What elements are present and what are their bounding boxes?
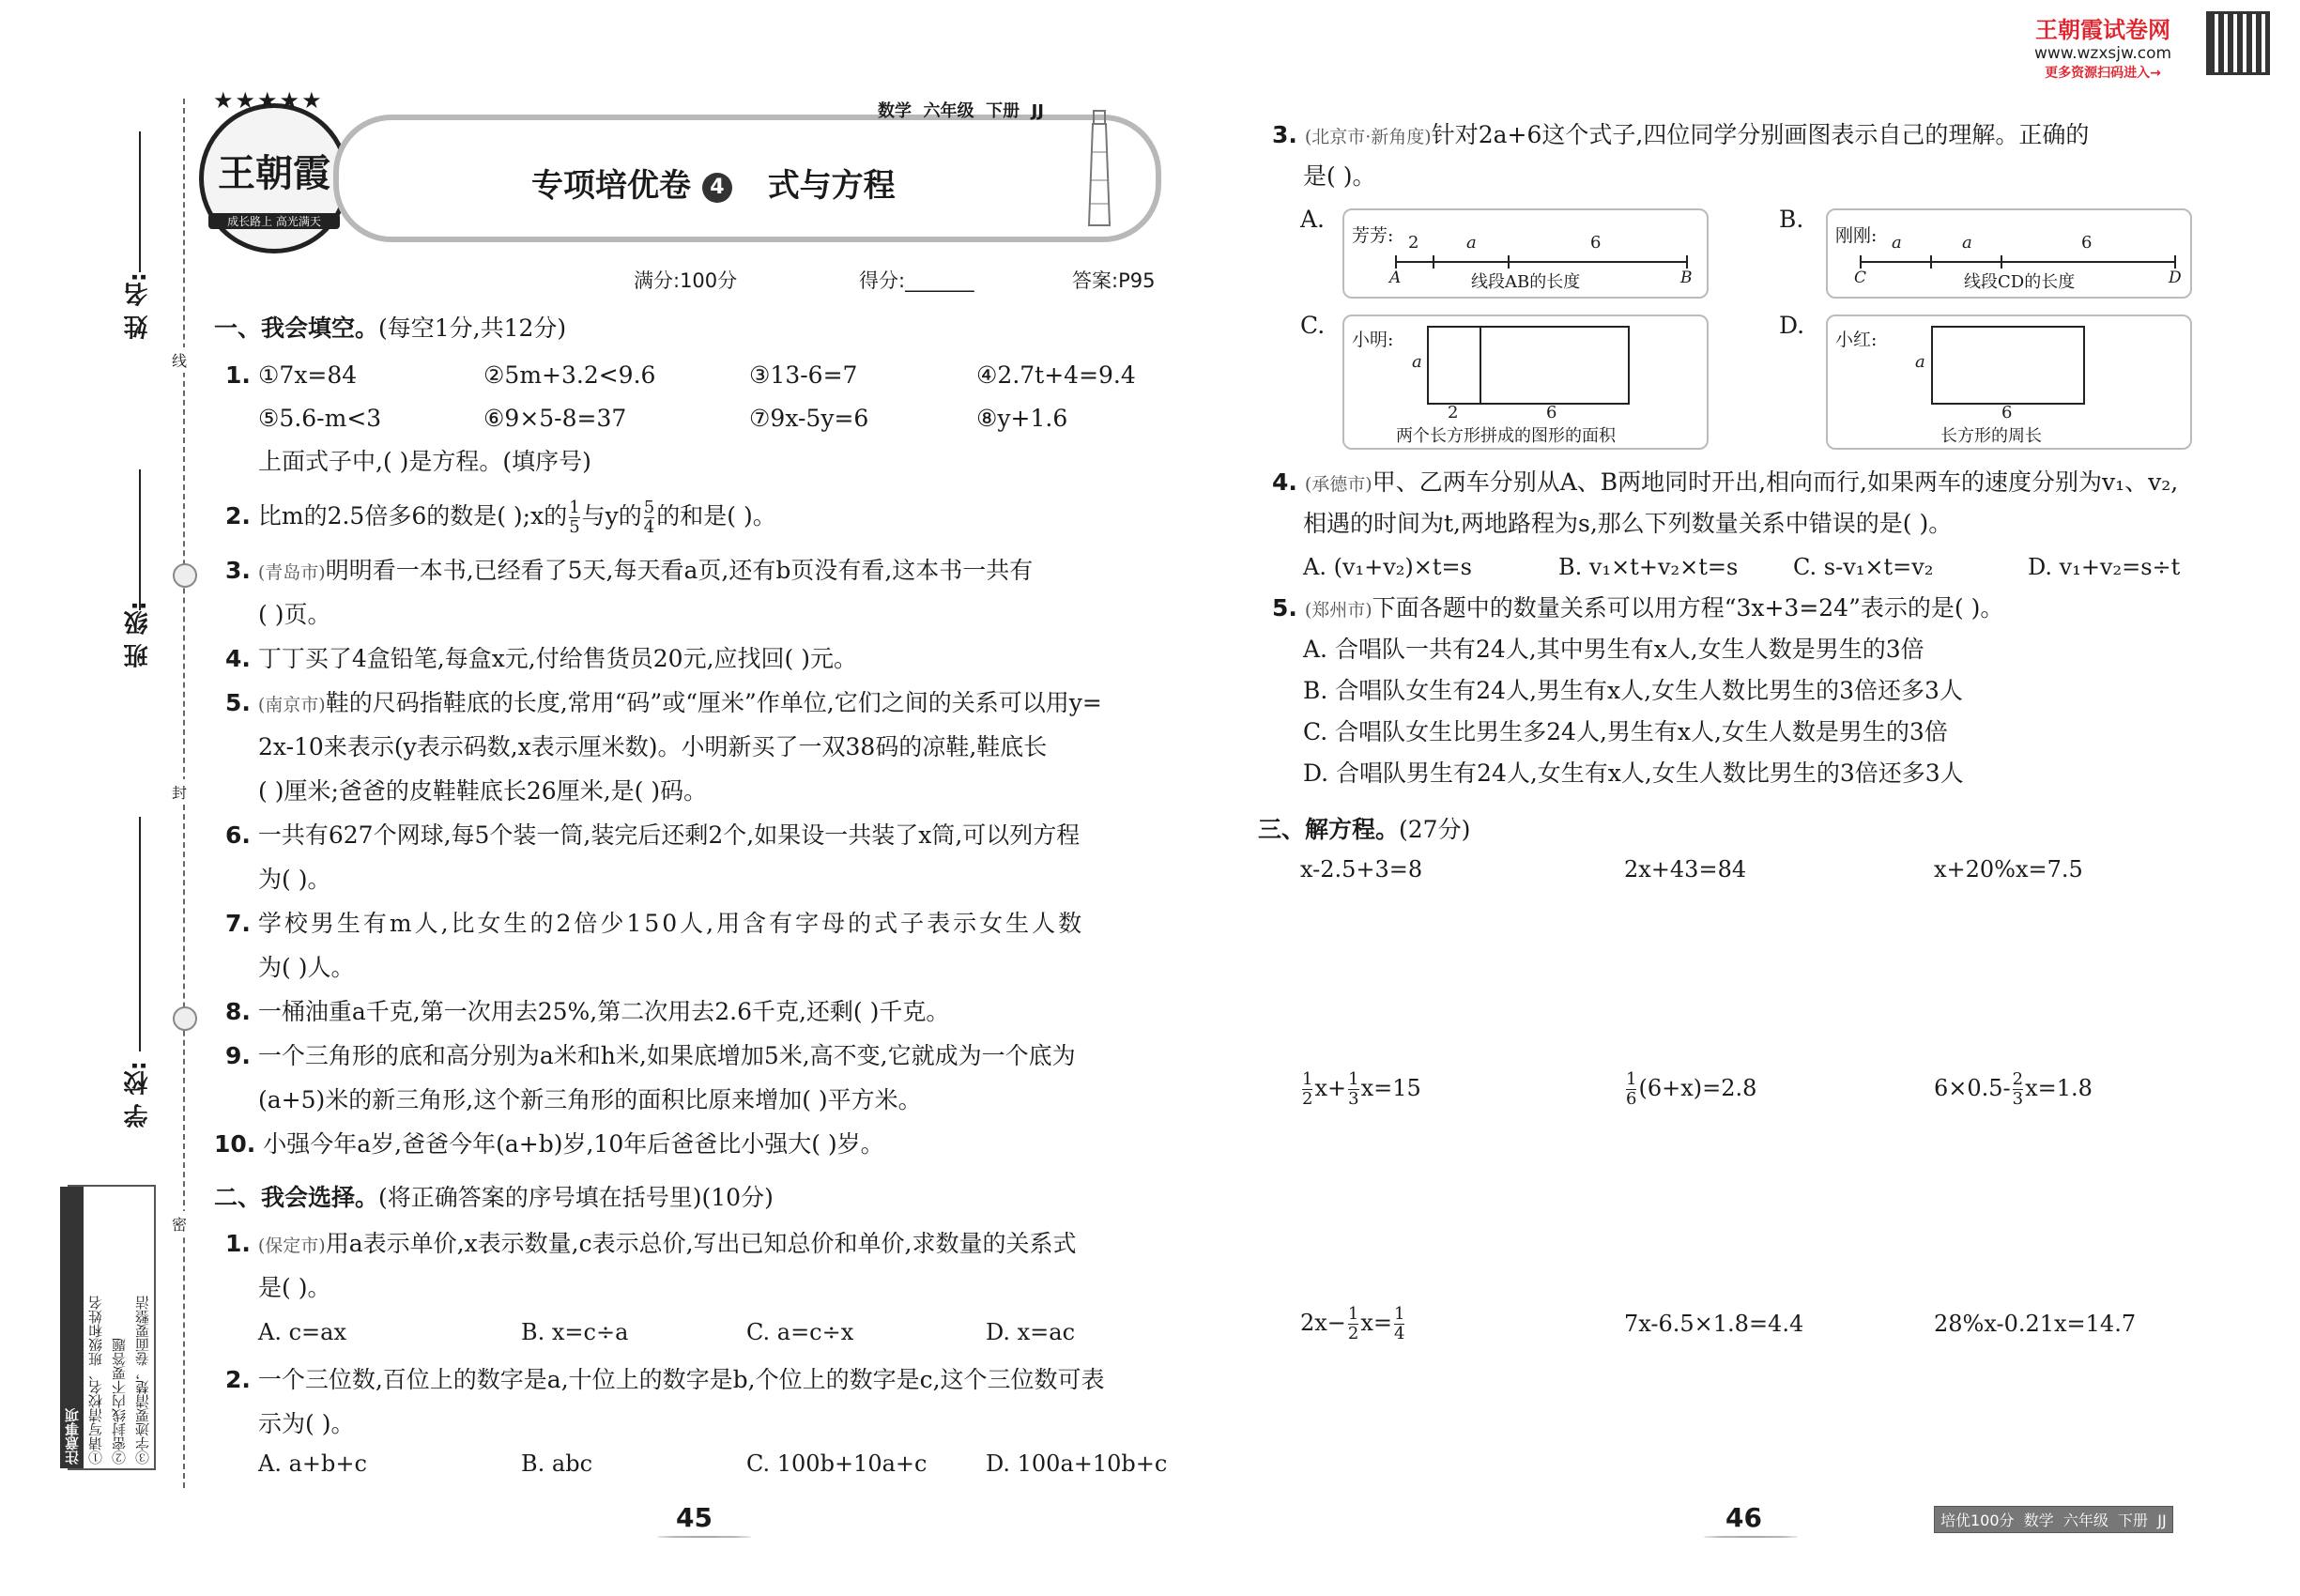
- watermark-url: www.wzxsjw.com: [2033, 44, 2172, 63]
- c5-option-b[interactable]: B. 合唱队女生有24人,男生有x人,女生人数比男生的3倍还多3人: [1303, 677, 1963, 704]
- q6-text: 一共有627个网球,每5个装一筒,装完后还剩2个,如果设一共装了x筒,可以列方程: [257, 821, 1081, 849]
- c5-city: (郑州市): [1304, 600, 1372, 621]
- figD-option[interactable]: D.: [1779, 312, 1805, 339]
- school-line[interactable]: [139, 817, 141, 1051]
- seal-mark-1: 线: [172, 347, 187, 373]
- eq-5: $\frac{1}{6}$ (6+x)=2.8: [1626, 1069, 1757, 1109]
- c4-option-d[interactable]: D. v₁+v₂=s÷t: [2028, 554, 2181, 580]
- figB-right: D: [2169, 269, 2182, 287]
- q4[interactable]: 4. 丁丁买了4盒铅笔,每盒x元,付给售货员20元,应找回( )元。: [225, 645, 857, 672]
- c1-option-a[interactable]: A. c=ax: [258, 1319, 346, 1345]
- school-label: 学 校:: [124, 1061, 152, 1128]
- eq-2: 2x+43=84: [1624, 856, 1747, 882]
- c1-option-c[interactable]: C. a=c÷x: [746, 1319, 854, 1345]
- figC-caption: 两个长方形拼成的图形的面积: [1396, 426, 1616, 446]
- c3-line2[interactable]: 是( )。: [1303, 162, 1376, 190]
- q1-item-4: ④2.7t+4=9.4: [976, 361, 1136, 389]
- figure-c[interactable]: [1342, 315, 1709, 450]
- figA-caption: 线段AB的长度: [1471, 272, 1581, 292]
- q7-text: 学校男生有m人,比女生的2倍少150人,用含有字母的式子表示女生人数: [257, 910, 1085, 937]
- notice-3: ③字迹要清楚，卷面要整洁: [134, 1296, 151, 1465]
- logo-text: 王朝霞: [218, 151, 330, 195]
- figD-caption: 长方形的周长: [1940, 426, 2042, 446]
- q2-part-c: 的和是( )。: [656, 502, 776, 529]
- eq-6-b: x=1.8: [2025, 1075, 2093, 1101]
- c3-line1: 3. (北京市·新角度)针对2a+6这个式子,四位同学分别画图表示自己的理解。正确的: [1272, 121, 2090, 148]
- c1-line1: 1. (保定市)用a表示单价,x表示数量,c表示总价,写出已知总价和单价,求数量的关系式: [225, 1230, 1077, 1257]
- figC-n1: 2: [1448, 403, 1459, 422]
- eq-6: 6×0.5- $\frac{2}{3}$ x=1.8: [1934, 1069, 2093, 1109]
- c1-option-d[interactable]: D. x=ac: [986, 1319, 1076, 1345]
- c1-line2[interactable]: 是( )。: [258, 1274, 331, 1301]
- q1-item-2: ②5m+3.2<9.6: [483, 361, 656, 389]
- q6-line2[interactable]: 为( )。: [258, 866, 331, 893]
- c4-city: (承德市): [1304, 474, 1372, 495]
- figA-n1: 2: [1408, 233, 1419, 253]
- watermark-tip: 更多资源扫码进入→: [2045, 66, 2161, 81]
- notice-1: ①请写清校名、班级和姓名: [87, 1296, 104, 1465]
- c1-option-b[interactable]: B. x=c÷a: [521, 1319, 629, 1345]
- q6-line1: 6. 一共有627个网球,每5个装一筒,装完后还剩2个,如果设一共装了x筒,可以列方程: [225, 821, 1081, 849]
- seal-mark-2: 封: [172, 779, 187, 805]
- c4-text: 甲、乙两车分别从A、B两地同时开出,相向而行,如果两车的速度分别为v₁、v₂,: [1372, 468, 2179, 496]
- q2-part-a: 比m的2.5倍多6的数是( );x的: [257, 502, 568, 529]
- section1-note: (每空1分,共12分): [378, 315, 567, 342]
- figB-n1: a: [1892, 233, 1902, 253]
- c2-option-d[interactable]: D. 100a+10b+c: [986, 1450, 1168, 1477]
- c3-city: (北京市·新角度): [1304, 127, 1432, 147]
- figB-n3: 6: [2081, 233, 2093, 253]
- section2-note: (将正确答案的序号填在括号里)(10分): [378, 1184, 774, 1211]
- q1-item-5: ⑤5.6-m<3: [258, 405, 382, 432]
- q9-line2[interactable]: (a+5)米的新三角形,这个新三角形的面积比原来增加( )平方米。: [258, 1086, 922, 1113]
- figA-n2: a: [1466, 233, 1477, 253]
- q7-line2[interactable]: 为( )人。: [258, 954, 355, 981]
- figB-caption: 线段CD的长度: [1964, 272, 2076, 292]
- q1-item-7: ⑦9x-5y=6: [749, 405, 869, 432]
- class-line[interactable]: [139, 469, 141, 610]
- figD-side: a: [1915, 352, 1925, 372]
- section1-heading: [214, 308, 566, 349]
- section2-title: 二、我会选择。: [214, 1184, 379, 1211]
- c4-line2[interactable]: 相遇的时间为t,两地路程为s,那么下列数量关系中错误的是( )。: [1303, 510, 1953, 537]
- figC-option[interactable]: C.: [1300, 312, 1326, 339]
- title-number-badge: 4: [702, 173, 732, 203]
- q1-item-6: ⑥9×5-8=37: [483, 405, 627, 432]
- c4-option-b[interactable]: B. v₁×t+v₂×t=s: [1558, 554, 1739, 580]
- figD-rect: [1931, 326, 2085, 405]
- eq-3: x+20%x=7.5: [1934, 856, 2083, 882]
- page-ornament-left: [657, 1536, 751, 1538]
- watermark: [2009, 11, 2197, 82]
- q1-item-3: ③13-6=7: [749, 361, 858, 389]
- q5-line2: 2x-10来表示(y表示码数,x表示厘米数)。小明新买了一双38码的凉鞋,鞋底长: [258, 733, 1048, 760]
- title-prefix: 专项培优卷: [531, 167, 691, 205]
- notice-2: ②密封线内不要答题: [111, 1338, 128, 1465]
- binding-hole-1: [173, 563, 197, 588]
- eq-8: 7x-6.5×1.8=4.4: [1624, 1311, 1804, 1337]
- c4-option-a[interactable]: A. (v₁+v₂)×t=s: [1303, 554, 1472, 580]
- c4-line1: 4. (承德市)甲、乙两车分别从A、B两地同时开出,相向而行,如果两车的速度分别为v₁、v₂,: [1272, 468, 2179, 496]
- q5-city: (南京市): [257, 695, 326, 715]
- c2-line2[interactable]: 示为( )。: [258, 1410, 355, 1437]
- q2-part-b: 与y的: [581, 502, 642, 529]
- q10[interactable]: 10. 小强今年a岁,爸爸今年(a+b)岁,10年后爸爸比小强大( )岁。: [214, 1130, 884, 1158]
- q5-line1: 5. (南京市)鞋的尺码指鞋底的长度,常用“码”或“厘米”作单位,它们之间的关系可以用y=: [225, 689, 1102, 716]
- figB-option[interactable]: B.: [1779, 206, 1804, 233]
- q4-text: 丁丁买了4盒铅笔,每盒x元,付给售货员20元,应找回( )元。: [257, 645, 857, 672]
- figC-rect-small: [1427, 326, 1481, 405]
- eq-4: $\frac{1}{2}$ x+ $\frac{1}{3}$ x=15: [1302, 1069, 1421, 1109]
- q1-number: 1.: [225, 361, 251, 389]
- name-line[interactable]: [139, 131, 141, 272]
- q5-text: 鞋的尺码指鞋底的长度,常用“码”或“厘米”作单位,它们之间的关系可以用y=: [325, 689, 1102, 716]
- figure-d[interactable]: [1826, 315, 2192, 450]
- q3-text: 明明看一本书,已经看了5天,每天看a页,还有b页没有看,这本书一共有: [325, 557, 1034, 584]
- answer-ref: 答案:P95: [1072, 269, 1156, 292]
- section3-note: (27分): [1399, 816, 1471, 843]
- class-label: 班 级:: [124, 601, 152, 668]
- q1-item-8: ⑧y+1.6: [976, 405, 1068, 432]
- binding-hole-2: [173, 1006, 197, 1031]
- q5-line3[interactable]: ( )厘米;爸爸的皮鞋鞋底长26厘米,是( )码。: [258, 777, 708, 805]
- full-score: 满分:100分: [634, 269, 738, 292]
- page-title: [531, 160, 896, 206]
- c5-line1[interactable]: 5. (郑州市)下面各题中的数量关系可以用方程“3x+3=24”表示的是( )。: [1272, 594, 2004, 622]
- q8[interactable]: 8. 一桶油重a千克,第一次用去25%,第二次用去2.6千克,还剩( )千克。: [225, 998, 950, 1025]
- q3-line1: 3. (青岛市)明明看一本书,已经看了5天,每天看a页,还有b页没有看,这本书一共有: [225, 557, 1034, 584]
- notice-box: [64, 1185, 156, 1470]
- figC-name: 小明:: [1352, 330, 1394, 350]
- figB-name: 刚刚:: [1835, 225, 1878, 246]
- c5-text: 下面各题中的数量关系可以用方程“3x+3=24”表示的是( )。: [1372, 594, 2004, 622]
- c2-option-b[interactable]: B. abc: [521, 1450, 593, 1477]
- section3-heading: [1258, 809, 1470, 851]
- figA-right: B: [1680, 269, 1693, 287]
- q9-line1: 9. 一个三角形的底和高分别为a米和h米,如果底增加5米,高不变,它就成为一个底为: [225, 1042, 1076, 1069]
- fraction-1-5: $\frac{1}{5}$: [569, 498, 580, 537]
- section2-heading: [214, 1177, 774, 1219]
- figB-left: C: [1854, 269, 1867, 287]
- figC-n2: 6: [1546, 403, 1557, 422]
- c5-option-c[interactable]: C. 合唱队女生比男生多24人,男生有x人,女生人数是男生的3倍: [1303, 718, 1948, 745]
- figA-left: A: [1389, 269, 1402, 287]
- q3-city: (青岛市): [257, 562, 326, 583]
- q7-line1: 7. 学校男生有m人,比女生的2倍少150人,用含有字母的式子表示女生人数: [225, 910, 1085, 937]
- c5-option-a[interactable]: A. 合唱队一共有24人,其中男生有x人,女生人数是男生的3倍: [1303, 636, 1924, 663]
- q10-text: 小强今年a岁,爸爸今年(a+b)岁,10年后爸爸比小强大( )岁。: [263, 1130, 884, 1158]
- eq-7: 2x− $\frac{1}{2}$ x= $\frac{1}{4}$: [1300, 1304, 1405, 1343]
- q1-item-1: ①7x=84: [258, 361, 358, 389]
- figB-n2: a: [1962, 233, 1972, 253]
- figA-name: 芳芳:: [1352, 225, 1394, 246]
- q1-tail[interactable]: 上面式子中,( )是方程。(填序号): [258, 448, 591, 475]
- q3-line2[interactable]: ( )页。: [258, 601, 331, 628]
- c2-line1: 2. 一个三位数,百位上的数字是a,十位上的数字是b,个位上的数字是c,这个三位数可表: [225, 1366, 1105, 1393]
- c2-text: 一个三位数,百位上的数字是a,十位上的数字是b,个位上的数字是c,这个三位数可表: [257, 1366, 1105, 1393]
- lighthouse-icon: [1085, 105, 1113, 227]
- section1-title: 一、我会填空。: [214, 315, 379, 342]
- page-number-right: 46: [1725, 1502, 1762, 1533]
- eq-1: x-2.5+3=8: [1300, 856, 1423, 882]
- c3-text: 针对2a+6这个式子,四位同学分别画图表示自己的理解。正确的: [1431, 121, 2090, 148]
- section3-title: 三、解方程。: [1258, 816, 1400, 843]
- qr-code[interactable]: [2206, 11, 2270, 75]
- q2[interactable]: 2. 比m的2.5倍多6的数是( );x的 $\frac{1}{5}$ 与y的 $\frac{5}{4}$ 的和是( )。: [225, 498, 776, 537]
- figC-side: a: [1412, 352, 1422, 372]
- eq-9: 28%x-0.21x=14.7: [1934, 1311, 2137, 1337]
- q8-text: 一桶油重a千克,第一次用去25%,第二次用去2.6千克,还剩( )千克。: [257, 998, 950, 1025]
- figD-n1: 6: [2001, 403, 2013, 422]
- figure-b[interactable]: [1826, 208, 2192, 299]
- c2-option-c[interactable]: C. 100b+10a+c: [746, 1450, 928, 1477]
- figA-option[interactable]: A.: [1300, 206, 1326, 233]
- title-main: 式与方程: [767, 167, 896, 205]
- page-number-left: 45: [676, 1502, 713, 1533]
- logo-slogan: 成长路上 高光满天: [208, 213, 340, 229]
- logo: [199, 87, 349, 253]
- q9-text: 一个三角形的底和高分别为a米和h米,如果底增加5米,高不变,它就成为一个底为: [257, 1042, 1076, 1069]
- eq-5-text: (6+x)=2.8: [1638, 1075, 1757, 1101]
- eq-6-a: 6×0.5-: [1934, 1075, 2011, 1101]
- score-field[interactable]: 得分:_______: [859, 269, 974, 292]
- c4-option-c[interactable]: C. s-v₁×t=v₂: [1793, 554, 1934, 580]
- seal-mark-3: 密: [172, 1211, 187, 1236]
- c5-option-d[interactable]: D. 合唱队男生有24人,女生有x人,女生人数比男生的3倍还多3人: [1303, 760, 1964, 787]
- figD-name: 小红:: [1835, 330, 1878, 350]
- page-ornament-right: [1704, 1536, 1798, 1538]
- c2-option-a[interactable]: A. a+b+c: [258, 1450, 367, 1477]
- notice-title: 注意事项: [60, 1187, 84, 1468]
- header-meta: 数学 六年级 下册 JJ: [878, 101, 1044, 121]
- fraction-5-4: $\frac{5}{4}$: [643, 498, 655, 537]
- c1-text: 用a表示单价,x表示数量,c表示总价,写出已知总价和单价,求数量的关系式: [325, 1230, 1077, 1257]
- figure-a[interactable]: [1342, 208, 1709, 299]
- figA-n3: 6: [1590, 233, 1602, 253]
- c1-city: (保定市): [257, 1235, 326, 1256]
- figC-rect-large: [1478, 326, 1630, 405]
- logo-stars: ★★★★★: [213, 87, 324, 114]
- watermark-brand: 王朝霞试卷网: [2035, 17, 2170, 43]
- name-label: 姓 名:: [124, 272, 152, 340]
- footer-tag: 培优100分 数学 六年级 下册 JJ: [1934, 1506, 2173, 1533]
